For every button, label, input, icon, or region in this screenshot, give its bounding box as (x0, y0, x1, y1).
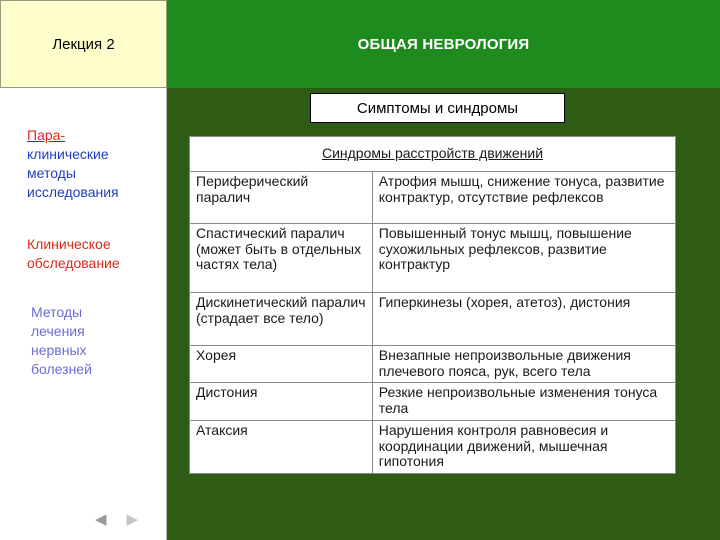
table-row (190, 293, 676, 346)
syndrome-description: Повышенный тонус мышц, повышение сухожильных рефлексов, развитие контрактур (372, 224, 675, 293)
main-panel (167, 88, 720, 540)
syndrome-name: Дискинетический паралич (страдает все тело) (190, 293, 373, 346)
syndrome-description: Гиперкинезы (хорея, атетоз), дистония (372, 293, 675, 346)
table-caption: Синдромы расстройств движений (190, 137, 676, 172)
lecture-label: Лекция 2 (52, 35, 115, 53)
syndrome-description: Резкие непроизвольные изменения тонуса тела (372, 383, 675, 421)
sidebar-link-clinical-label: Клиническое обследование (27, 236, 120, 271)
lecture-label-box (0, 0, 167, 88)
table-caption-row (190, 137, 676, 172)
table-row (190, 224, 676, 293)
prev-slide-icon[interactable]: ◀ (95, 511, 107, 528)
syndrome-name: Спастический паралич (может быть в отдельных частях тела) (190, 224, 373, 293)
syndrome-description: Нарушения контроля равновесия и координации движений, мышечная гипотония (372, 421, 675, 474)
table-row (190, 172, 676, 224)
sidebar-link-paraclinical[interactable] (27, 126, 142, 202)
syndrome-description: Внезапные непроизвольные движения плечевого пояса, рук, всего тела (372, 346, 675, 383)
table-row (190, 421, 676, 474)
table-row (190, 346, 676, 383)
table-row (190, 383, 676, 421)
sidebar-link-treatment[interactable] (31, 303, 111, 379)
syndrome-name: Дистония (190, 383, 373, 421)
syndrome-name: Периферический паралич (190, 172, 373, 224)
sidebar-link-paraclinical-prefix: Пара- (27, 127, 66, 143)
sidebar-link-clinical[interactable] (27, 235, 142, 273)
slide-navigation (95, 510, 138, 528)
header-bar (167, 0, 720, 88)
sidebar-link-treatment-label: Методы лечения нервных болезней (31, 304, 92, 377)
sidebar (0, 88, 167, 540)
sidebar-link-paraclinical-label: клинические методы исследования (27, 146, 119, 200)
syndrome-table (189, 136, 676, 474)
syndrome-description: Атрофия мышц, снижение тонуса, развитие контрактур, отсутствие рефлексов (372, 172, 675, 224)
section-subtitle: Симптомы и синдромы (356, 99, 519, 117)
section-subtitle-box (310, 93, 565, 123)
syndrome-name: Хорея (190, 346, 373, 383)
syndrome-name: Атаксия (190, 421, 373, 474)
next-slide-icon[interactable]: ▶ (126, 511, 139, 528)
page-title: ОБЩАЯ НЕВРОЛОГИЯ (357, 35, 530, 53)
